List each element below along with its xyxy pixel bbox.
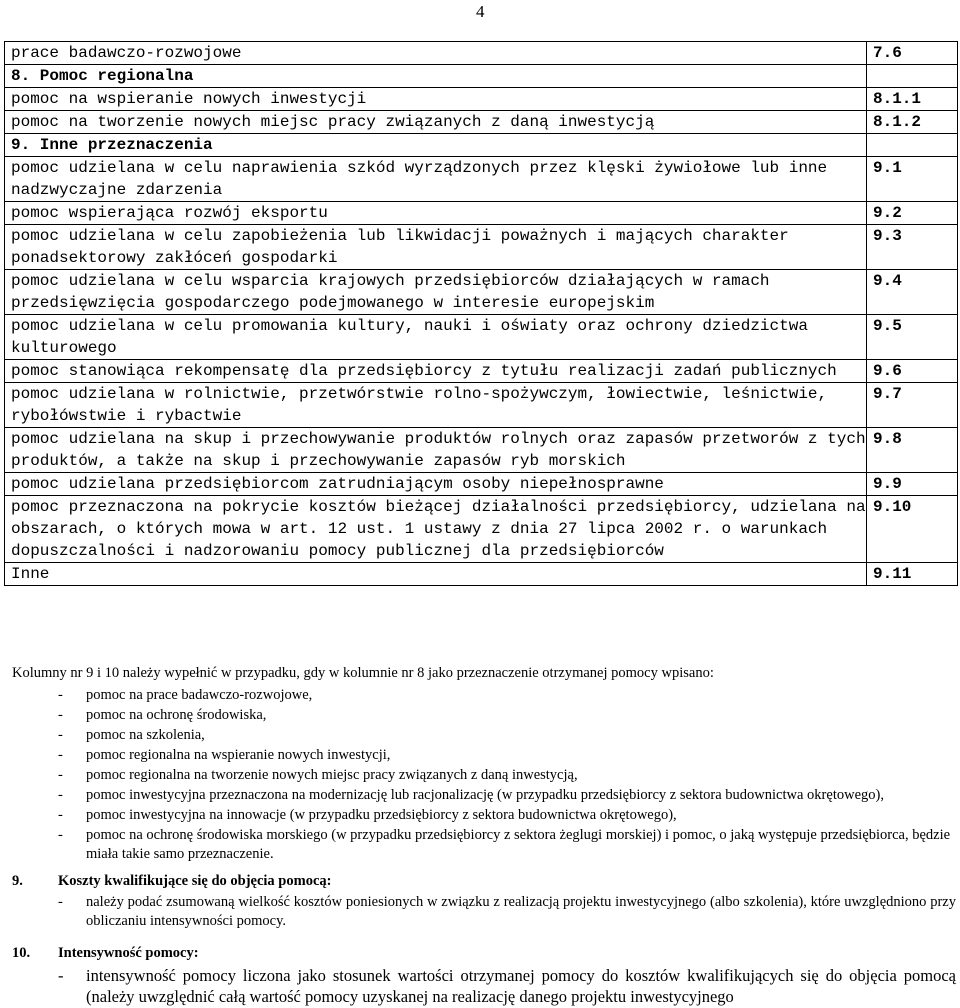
- purpose-code: 9.1: [867, 157, 958, 202]
- purpose-label: pomoc stanowiąca rekompensatę dla przedsiębiorcy z tytułu realizacji zadań publicznych: [5, 360, 867, 383]
- list-item: [12, 806, 956, 825]
- purpose-code: [867, 134, 958, 157]
- section-9-eligible-costs: [12, 872, 956, 931]
- list-item-text: pomoc na prace badawczo-rozwojowe,: [86, 687, 313, 703]
- page-number: 4: [476, 2, 485, 21]
- purpose-code: [867, 65, 958, 88]
- purpose-code: 9.4: [867, 270, 958, 315]
- dash: -: [58, 966, 64, 985]
- list-item-text: pomoc regionalna na wspieranie nowych inwestycji,: [86, 747, 391, 763]
- dash: -: [58, 747, 63, 763]
- list-item: [12, 726, 956, 745]
- purpose-label: Inne: [5, 563, 867, 586]
- dash: -: [58, 827, 63, 843]
- purpose-label: pomoc na tworzenie nowych miejsc pracy związanych z daną inwestycją: [5, 111, 867, 134]
- table-row: [5, 270, 958, 315]
- section-9-item: [12, 893, 956, 931]
- columns-note: [12, 664, 956, 865]
- list-item-text: pomoc inwestycyjna na innowacje (w przypadku przedsiębiorcy z sektora budownictwa okrętowego),: [86, 807, 677, 823]
- purpose-label: pomoc udzielana w rolnictwie, przetwórstwie rolno-spożywczym, łowiectwie, leśnictwie, rybołówstwie i rybactwie: [5, 383, 867, 428]
- section-10-text: intensywność pomocy liczona jako stosunek wartości otrzymanej pomocy do kosztów kwalifikujących się do objęcia pomocą (należy uwzględnić całą wartość pomocy uzyskanej na realizację danego projektu inwestycyjnego: [86, 966, 956, 1006]
- table-row: [5, 383, 958, 428]
- list-item-text: pomoc regionalna na tworzenie nowych miejsc pracy związanych z daną inwestycją,: [86, 767, 578, 783]
- table-row: [5, 42, 958, 65]
- section-9-number: 9.: [12, 873, 23, 889]
- dash: -: [58, 894, 63, 910]
- purpose-label: pomoc udzielana w celu zapobieżenia lub likwidacji poważnych i mających charakter ponadsektorowy zakłóceń gospodarki: [5, 225, 867, 270]
- table-row: [5, 225, 958, 270]
- purpose-code: 8.1.1: [867, 88, 958, 111]
- purpose-label: 9. Inne przeznaczenia: [5, 134, 867, 157]
- list-item-text: pomoc na ochronę środowiska morskiego (w przypadku przedsiębiorcy z sektora żeglugi morskiej) i pomoc, o jaką występuje przedsiębiorca, będzie miała takie samo przeznaczenie.: [86, 827, 951, 862]
- list-item: [12, 746, 956, 765]
- list-item: [12, 686, 956, 705]
- dash: -: [58, 707, 63, 723]
- purpose-label: pomoc udzielana przedsiębiorcom zatrudniającym osoby niepełnosprawne: [5, 473, 867, 496]
- purpose-label: pomoc udzielana w celu naprawienia szkód wyrządzonych przez klęski żywiołowe lub inne nadzwyczajne zdarzenia: [5, 157, 867, 202]
- purpose-list: [12, 686, 956, 864]
- columns-note-intro: Kolumny nr 9 i 10 należy wypełnić w przypadku, gdy w kolumnie nr 8 jako przeznaczenie otrzymanej pomocy wpisano:: [12, 665, 714, 681]
- section-10-item: [12, 965, 956, 1007]
- list-item: [12, 786, 956, 805]
- section-10-title: [12, 944, 956, 963]
- dash: -: [58, 787, 63, 803]
- section-10-number: 10.: [12, 945, 31, 961]
- purpose-code: 9.7: [867, 383, 958, 428]
- dash: -: [58, 767, 63, 783]
- purpose-code: 9.8: [867, 428, 958, 473]
- section-10-aid-intensity: [12, 944, 956, 1007]
- purpose-code: 9.9: [867, 473, 958, 496]
- table-row: [5, 473, 958, 496]
- purpose-label: pomoc na wspieranie nowych inwestycji: [5, 88, 867, 111]
- table-row: [5, 88, 958, 111]
- table-row: [5, 157, 958, 202]
- table-row: [5, 134, 958, 157]
- purpose-code: 7.6: [867, 42, 958, 65]
- list-item-text: pomoc inwestycyjna przeznaczona na modernizację lub racjonalizację (w przypadku przedsiębiorcy z sektora budownictwa okrętowego),: [86, 787, 884, 803]
- table-row: [5, 111, 958, 134]
- dash: -: [58, 727, 63, 743]
- table-row: [5, 428, 958, 473]
- aid-purpose-codes-table: [4, 41, 958, 586]
- list-item: [12, 826, 956, 864]
- table-row: [5, 563, 958, 586]
- section-9-text: należy podać zsumowaną wielkość kosztów poniesionych w związku z realizacją projektu inwestycyjnego (albo szkolenia), które uwzględniono przy obliczaniu intensywności pomocy.: [86, 894, 956, 929]
- table-row: [5, 315, 958, 360]
- purpose-code: 9.2: [867, 202, 958, 225]
- list-item: [12, 766, 956, 785]
- table-row: [5, 202, 958, 225]
- purpose-code: 8.1.2: [867, 111, 958, 134]
- list-item-text: pomoc na szkolenia,: [86, 727, 205, 743]
- purpose-label: 8. Pomoc regionalna: [5, 65, 867, 88]
- dash: -: [58, 687, 63, 703]
- purpose-label: pomoc udzielana w celu promowania kultury, nauki i oświaty oraz ochrony dziedzictwa kulturowego: [5, 315, 867, 360]
- purpose-code: 9.6: [867, 360, 958, 383]
- purpose-label: pomoc udzielana w celu wsparcia krajowych przedsiębiorców działających w ramach przedsięwzięcia gospodarczego podejmowanego w interesie europejskim: [5, 270, 867, 315]
- purpose-code: 9.11: [867, 563, 958, 586]
- list-item-text: pomoc na ochronę środowiska,: [86, 707, 267, 723]
- table-row: [5, 65, 958, 88]
- table-row: [5, 360, 958, 383]
- list-item: [12, 706, 956, 725]
- section-10-title-text: Intensywność pomocy:: [58, 945, 199, 961]
- purpose-label: pomoc wspierająca rozwój eksportu: [5, 202, 867, 225]
- purpose-code: 9.3: [867, 225, 958, 270]
- purpose-code: 9.10: [867, 496, 958, 563]
- purpose-label: pomoc udzielana na skup i przechowywanie produktów rolnych oraz zapasów przetworów z tych produktów, a także na skup i przechowywanie zapasów ryb morskich: [5, 428, 867, 473]
- purpose-label: prace badawczo-rozwojowe: [5, 42, 867, 65]
- purpose-code: 9.5: [867, 315, 958, 360]
- section-9-title: [12, 872, 956, 891]
- purpose-label: pomoc przeznaczona na pokrycie kosztów bieżącej działalności przedsiębiorcy, udzielana na obszarach, o których mowa w art. 12 ust. 1 ustawy z dnia 27 lipca 2002 r. o warunkach dopuszczalności i nadzorowaniu pomocy publicznej dla przedsiębiorców: [5, 496, 867, 563]
- dash: -: [58, 807, 63, 823]
- section-9-title-text: Koszty kwalifikujące się do objęcia pomocą:: [58, 873, 332, 889]
- table-row: [5, 496, 958, 563]
